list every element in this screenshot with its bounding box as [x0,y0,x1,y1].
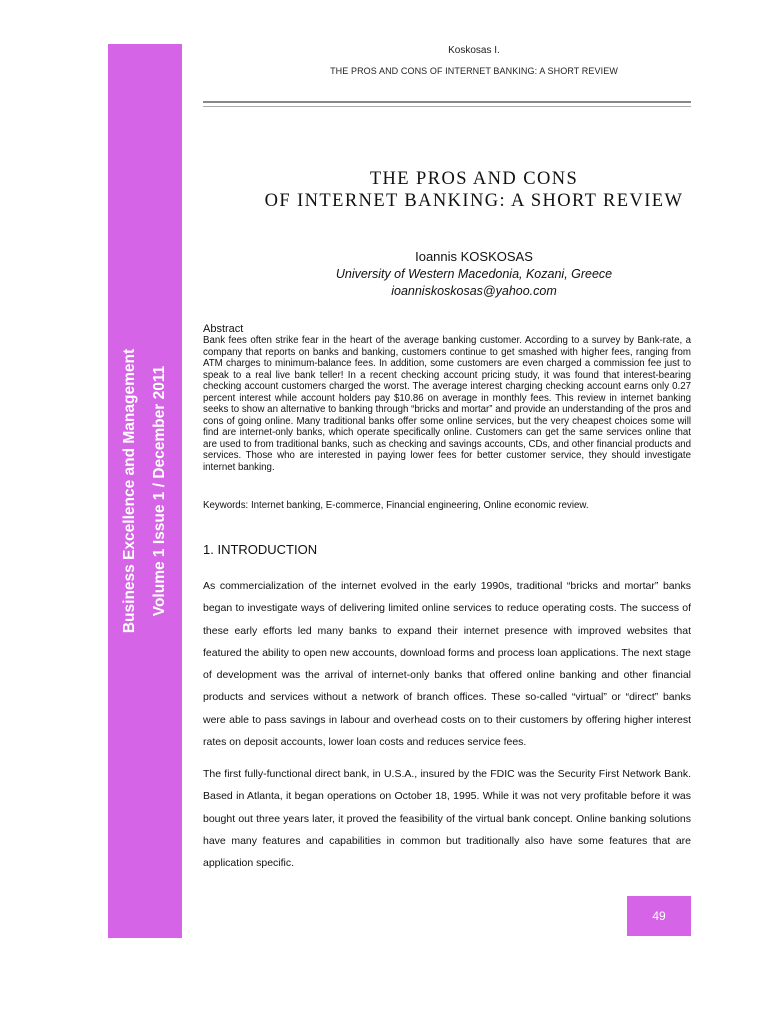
intro-paragraph-1: As commercialization of the internet evolved in the early 1990s, traditional “bricks and mortar” banks began to investigate ways of delivering limited online services to reduce operating costs. The success of these early efforts led many banks to expand their internet presence with improved websites that featured the ability to open new accounts, download forms and process loan applications. The next stage of development was the arrival of internet-only banks that offered online banking and other financial products and services without a network of branch offices. These so-called “virtual” or “direct” banks were able to pass savings in labour and overhead costs on to their customers by offering higher interest rates on deposit accounts, lower loan costs and reduces service fees. [203,580,691,749]
page-number: 49 [652,909,666,923]
author-affiliation: University of Western Macedonia, Kozani, Greece [335,267,613,281]
keywords-label: Keywords: [203,500,249,511]
journal-side-caption [115,349,175,633]
page-number-box [627,896,691,936]
author-email: ioanniskoskosas@yahoo.com [391,284,557,298]
article-title [180,168,768,212]
keywords-list: Internet banking, E-commerce, Financial engineering, Online economic review. [250,500,589,511]
journal-volume: Volume 1 Issue 1 / December 2011 [151,365,168,617]
keywords-line [203,500,589,511]
intro-paragraph-2: The first fully-functional direct bank, in U.S.A., insured by the FDIC was the Security First Network Bank. Based in Atlanta, it began operations on October 18, 1995. While it was not very profitable before it was bought out three years later, it proved the feasibility of the virtual bank concept. Online banking solutions have many features and capabilities in common but traditionally also have some features that are application specific. [203,768,691,870]
article-title-line2: OF INTERNET BANKING: A SHORT REVIEW [264,191,684,211]
abstract-heading: Abstract [203,323,244,335]
running-header-author: Koskosas I. [448,45,500,56]
section-heading-introduction: 1. INTRODUCTION [203,542,318,557]
article-title-line1: THE PROS AND CONS [369,169,579,189]
header-divider [203,101,691,107]
journal-name: Business Excellence and Management [121,348,138,634]
abstract-body: Bank fees often strike fear in the heart of the average banking customer. According to a survey by Bank-rate, a company that reports on banks and banking, customers continue to get smashed with higher fees, ranging from ATM charges to minimum-balance fees. In addition, some customers are even charged a commission fee just to speak to a real live bank teller! In a recent checking account pricing study, it was found that interest-bearing checking account customers charged the worst. The average interest charging checking account earns only 0.27 percent interest while account holders pay $10.86 on average in monthly fees. This review in internet banking seeks to show an alternative to banking through “bricks and mortar” and provide an understanding of the pros and cons of going online. Many traditional banks offer some online services, but the very cheapest choices some will find are internet-only banks, which operate specifically online. Customers can get the same services online that are used to from traditional banks, such as checking and savings accounts, CDs, and other financial products and services. Those who are interested in paying lower fees for better customer service, they should investigate internet banking. [203,335,691,473]
author-name: Ioannis KOSKOSAS [415,249,533,264]
running-header-title: THE PROS AND CONS OF INTERNET BANKING: A SHORT REVIEW [330,66,618,76]
